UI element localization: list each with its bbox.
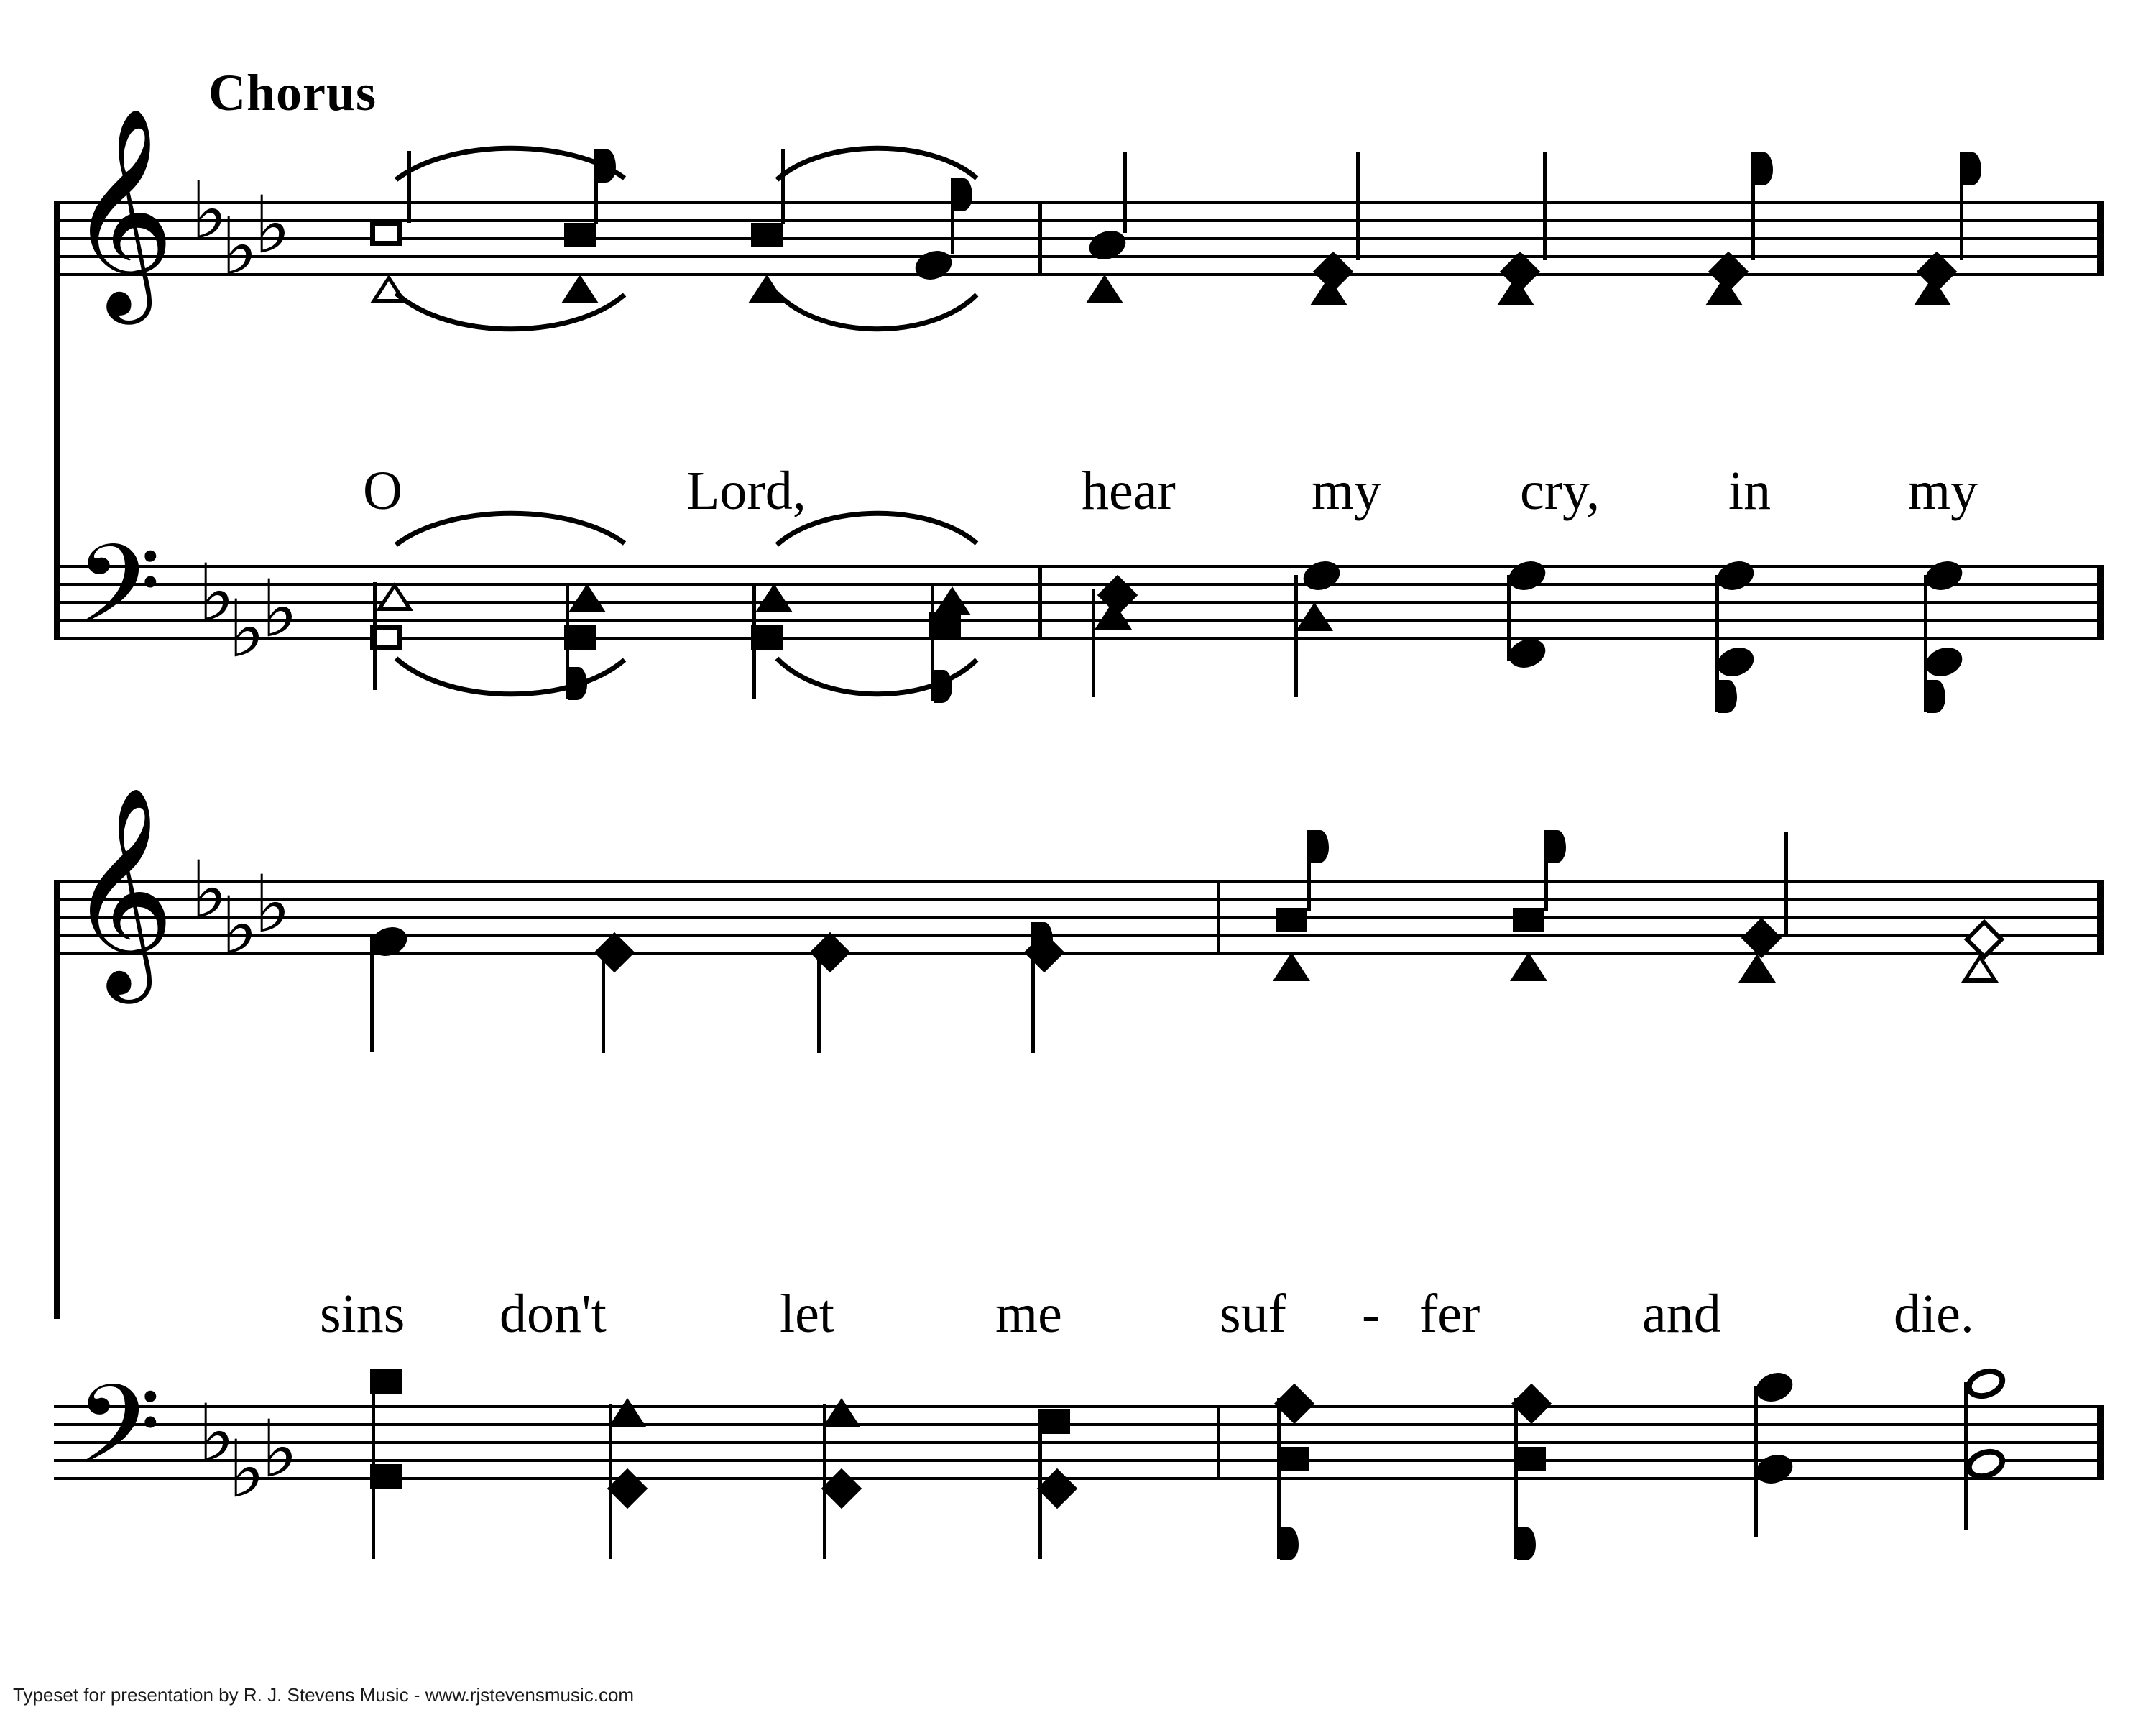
note <box>1296 602 1333 631</box>
note <box>1303 562 1340 589</box>
note <box>1508 562 1546 589</box>
note <box>613 1474 642 1503</box>
note <box>1089 231 1126 259</box>
note <box>1966 1369 2006 1398</box>
stem <box>372 1379 375 1559</box>
barline <box>1038 201 1042 276</box>
notehead-oval-filled <box>1505 634 1549 672</box>
stem <box>1123 152 1127 233</box>
note <box>751 223 783 247</box>
notehead-oval-filled <box>1299 556 1344 594</box>
key-signature-flats <box>254 179 291 271</box>
lyric-hyphen: - <box>1362 1284 1381 1344</box>
system-brace-2 <box>54 880 60 1319</box>
notehead-square-filled <box>1277 1447 1309 1471</box>
staff-line <box>54 934 2102 937</box>
notehead-triangle-filled <box>1738 954 1776 983</box>
staff-line <box>54 880 2102 883</box>
note <box>1043 1474 1072 1503</box>
slur <box>773 288 981 345</box>
staff-line <box>54 583 2102 586</box>
staff-line <box>54 237 2102 240</box>
staff-line <box>54 637 2102 640</box>
lyric-syllable: my <box>1908 461 1978 521</box>
note <box>823 1398 860 1427</box>
note <box>1925 562 1963 589</box>
barline <box>1038 565 1042 640</box>
notehead-diamond-filled <box>607 1468 648 1509</box>
notehead-triangle-filled <box>609 1398 646 1427</box>
staff-line <box>54 273 2102 276</box>
stem <box>1294 575 1298 697</box>
notehead-triangle-filled <box>1273 952 1310 981</box>
eighth-flag <box>1963 152 1981 185</box>
notehead-oval-open <box>1962 1363 2009 1404</box>
note <box>1925 648 1963 676</box>
key-signature-flats <box>221 880 258 972</box>
flat-icon: ♭ <box>261 563 298 655</box>
notehead-diamond-filled <box>821 1468 862 1509</box>
note <box>1086 275 1123 303</box>
notehead-square-filled <box>1513 908 1544 932</box>
notehead-oval-filled <box>1922 643 1966 681</box>
note <box>370 928 407 955</box>
notehead-triangle-filled <box>755 584 793 612</box>
staff-line <box>54 601 2102 604</box>
flat-icon: ♭ <box>228 583 265 675</box>
flat-icon: ♭ <box>254 858 291 950</box>
stem <box>609 1404 612 1559</box>
note <box>609 1398 646 1427</box>
notehead-oval-filled <box>1505 556 1549 594</box>
flat-icon: ♭ <box>221 201 258 293</box>
note <box>1280 1389 1309 1418</box>
lyric-syllable: me <box>995 1284 1062 1344</box>
flat-icon: ♭ <box>261 1403 298 1495</box>
note <box>1510 952 1547 981</box>
eighth-flag <box>1718 680 1737 713</box>
staff-line <box>54 952 2102 955</box>
lyric-syllable: in <box>1728 461 1772 521</box>
staff-line <box>54 219 2102 222</box>
system-brace-1 <box>54 201 60 640</box>
staff-line <box>54 255 2102 258</box>
barline-end <box>2097 201 2104 276</box>
flat-icon: ♭ <box>254 179 291 271</box>
note <box>376 582 413 611</box>
notehead-triangle-open <box>1961 954 1999 983</box>
slur <box>773 502 981 552</box>
note <box>568 584 606 612</box>
staff-line <box>54 565 2102 568</box>
lyric-syllable: suf <box>1220 1284 1286 1344</box>
notehead-oval-open <box>1962 1444 2009 1485</box>
stem <box>1507 575 1511 661</box>
notehead-square-filled <box>751 223 783 247</box>
eighth-flag <box>1754 152 1773 185</box>
section-heading: Chorus <box>208 64 377 121</box>
note <box>1970 925 1999 954</box>
key-signature-flats <box>228 583 265 675</box>
bass-clef-icon: 𝄢 <box>75 1361 161 1516</box>
note <box>1514 1447 1546 1471</box>
barline-end <box>2097 1405 2104 1480</box>
note <box>1717 562 1754 589</box>
footer-credit: Typeset for presentation by R. J. Stevens Music - www.rjstevensmusic.com <box>13 1684 635 1706</box>
lyric-syllable: fer <box>1419 1284 1480 1344</box>
music-system-2 <box>54 785 2102 1599</box>
notehead-square-filled <box>1514 1447 1546 1471</box>
staff-line <box>54 201 2102 204</box>
eighth-flag <box>1280 1527 1299 1560</box>
treble-clef-icon: 𝄞 <box>68 785 175 994</box>
notehead-triangle-filled <box>1914 277 1951 305</box>
staff-line <box>54 619 2102 622</box>
stem <box>1754 1386 1758 1537</box>
note <box>915 252 952 279</box>
note <box>1966 1450 2006 1478</box>
slur <box>773 653 981 710</box>
note <box>934 586 971 615</box>
note <box>1095 601 1132 630</box>
staff-line <box>54 1423 2102 1426</box>
eighth-flag <box>1517 1527 1536 1560</box>
note <box>1705 277 1743 305</box>
note <box>1738 954 1776 983</box>
notehead-square-filled <box>564 223 596 247</box>
lyric-syllable: my <box>1312 461 1382 521</box>
lyric-syllable: cry, <box>1520 461 1600 521</box>
flat-icon: ♭ <box>198 547 235 639</box>
notehead-triangle-filled <box>934 586 971 615</box>
eighth-flag <box>1034 922 1053 955</box>
flat-icon: ♭ <box>190 844 228 936</box>
note <box>1747 924 1776 952</box>
notehead-oval-filled <box>911 246 956 284</box>
notehead-triangle-open <box>376 582 413 611</box>
notehead-triangle-filled <box>1310 277 1348 305</box>
barline-end <box>2097 880 2104 955</box>
stem <box>752 584 756 699</box>
lyric-syllable: O <box>363 461 402 521</box>
note <box>1961 954 1999 983</box>
flat-icon: ♭ <box>221 880 258 972</box>
notehead-triangle-filled <box>1705 277 1743 305</box>
lyric-syllable: and <box>1642 1284 1721 1344</box>
notehead-triangle-filled <box>823 1398 860 1427</box>
notehead-triangle-filled <box>1095 601 1132 630</box>
notehead-triangle-filled <box>1086 275 1123 303</box>
notehead-oval-filled <box>1713 556 1758 594</box>
lyric-syllable: hear <box>1082 461 1176 521</box>
staff-line <box>54 898 2102 901</box>
note <box>564 223 596 247</box>
notehead-square-filled <box>1038 1409 1070 1434</box>
flat-icon: ♭ <box>190 165 228 257</box>
note <box>1756 1374 1793 1401</box>
lyric-syllable: let <box>780 1284 834 1344</box>
notehead-triangle-filled <box>1510 952 1547 981</box>
stem <box>1543 152 1547 260</box>
notehead-square-open <box>370 221 402 246</box>
stem <box>823 1404 826 1559</box>
note <box>370 221 402 246</box>
lyric-syllable: die. <box>1894 1284 1974 1344</box>
stem <box>1356 152 1360 260</box>
note <box>1277 1447 1309 1471</box>
staff-line <box>54 1477 2102 1480</box>
notehead-diamond-filled <box>810 932 851 973</box>
notehead-oval-filled <box>1752 1368 1797 1406</box>
slur <box>392 653 629 710</box>
stem <box>817 947 821 1053</box>
music-system-1 <box>54 106 2102 920</box>
notehead-oval-filled <box>1922 556 1966 594</box>
staff-line <box>54 916 2102 919</box>
note <box>827 1474 856 1503</box>
notehead-oval-filled <box>1713 643 1758 681</box>
notehead-oval-filled <box>1752 1450 1797 1488</box>
lyric-syllable: Lord, <box>686 461 806 521</box>
notehead-diamond-filled <box>1741 918 1782 959</box>
bass-clef-icon: 𝄢 <box>75 520 161 676</box>
note <box>1513 908 1544 932</box>
barline <box>1217 880 1220 955</box>
note <box>1497 277 1534 305</box>
barline <box>1217 1405 1220 1480</box>
staff-line <box>54 1459 2102 1462</box>
stem <box>1092 589 1095 697</box>
notehead-triangle-filled <box>568 584 606 612</box>
key-signature-flats <box>261 563 298 655</box>
eighth-flag <box>1927 680 1945 713</box>
flat-icon: ♭ <box>228 1423 265 1515</box>
slur <box>773 137 981 187</box>
notehead-diamond-filled <box>1037 1468 1078 1509</box>
key-signature-flats <box>228 1423 265 1515</box>
note <box>1038 1409 1070 1434</box>
stem <box>370 937 374 1052</box>
lyric-syllable: don't <box>499 1284 607 1344</box>
note <box>1717 648 1754 676</box>
treble-clef-icon: 𝄞 <box>68 106 175 315</box>
note <box>1276 908 1307 932</box>
flat-icon: ♭ <box>198 1387 235 1479</box>
note <box>1508 640 1546 667</box>
note <box>755 584 793 612</box>
notehead-triangle-filled <box>1296 602 1333 631</box>
key-signature-flats <box>261 1403 298 1495</box>
key-signature-flats <box>254 858 291 950</box>
eighth-flag <box>1310 830 1329 863</box>
slur <box>392 137 629 187</box>
lyric-syllable: sins <box>320 1284 405 1344</box>
staff-line <box>54 1441 2102 1444</box>
stem <box>1038 1418 1042 1559</box>
stem <box>373 582 377 690</box>
stem <box>1964 1382 1968 1530</box>
note <box>1273 952 1310 981</box>
note <box>1517 1389 1546 1418</box>
slur <box>392 288 629 345</box>
notehead-diamond-filled <box>594 932 635 973</box>
staff-line <box>54 1405 2102 1408</box>
key-signature-flats <box>221 201 258 293</box>
notehead-square-filled <box>1276 908 1307 932</box>
eighth-flag <box>1547 830 1566 863</box>
notehead-triangle-filled <box>1497 277 1534 305</box>
note <box>1914 277 1951 305</box>
stem <box>602 947 605 1053</box>
note <box>1756 1455 1793 1483</box>
stem <box>1784 832 1788 937</box>
note <box>1310 277 1348 305</box>
slur <box>392 502 629 552</box>
barline-end <box>2097 565 2104 640</box>
